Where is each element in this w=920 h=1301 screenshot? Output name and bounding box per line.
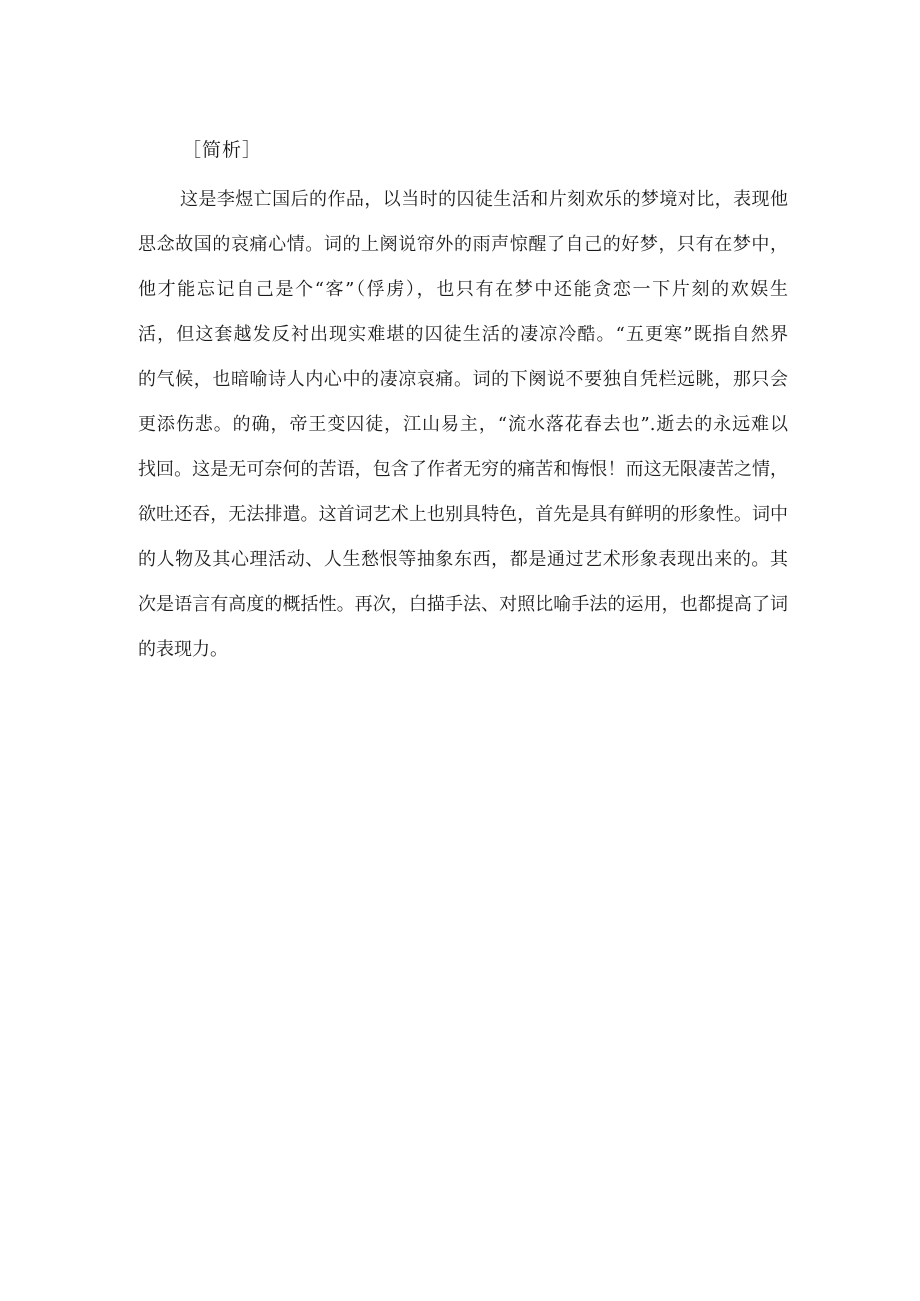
paragraph-line: 更添伤悲。的确，帝王变囚徒，江山易主，“流水落花春去也”.逝去的永远难以 [138, 414, 788, 435]
paragraph-line: 思念故国的哀痛心情。词的上阕说帘外的雨声惊醒了自己的好梦，只有在梦中， [138, 234, 788, 255]
paragraph-line: 的人物及其心理活动、人生愁恨等抽象东西，都是通过艺术形象表现出来的。其 [138, 549, 788, 570]
paragraph-line: 他才能忘记自己是个“客”（俘虏），也只有在梦中还能贪恋一下片刻的欢娱生 [138, 279, 788, 300]
analysis-paragraph [138, 182, 788, 677]
paragraph-line: 的表现力。 [138, 639, 228, 660]
paragraph-line: 活，但这套越发反衬出现实难堪的囚徒生活的凄凉冷酷。“五更寒”既指自然界 [138, 324, 788, 345]
paragraph-line: 这是李煜亡国后的作品，以当时的囚徒生活和片刻欢乐的梦境对比，表现他 [180, 189, 788, 210]
section-heading: ［简析］ [182, 139, 263, 161]
paragraph-line: 次是语言有高度的概括性。再次，白描手法、对照比喻手法的运用，也都提高了词 [138, 594, 788, 615]
paragraph-line: 找回。这是无可奈何的苦语，包含了作者无穷的痛苦和悔恨！而这无限凄苦之情， [138, 459, 788, 480]
paragraph-line: 的气候，也暗喻诗人内心中的凄凉哀痛。词的下阕说不要独自凭栏远眺，那只会 [138, 369, 788, 390]
paragraph-line: 欲吐还吞，无法排遣。这首词艺术上也别具特色，首先是具有鲜明的形象性。词中 [138, 504, 788, 525]
